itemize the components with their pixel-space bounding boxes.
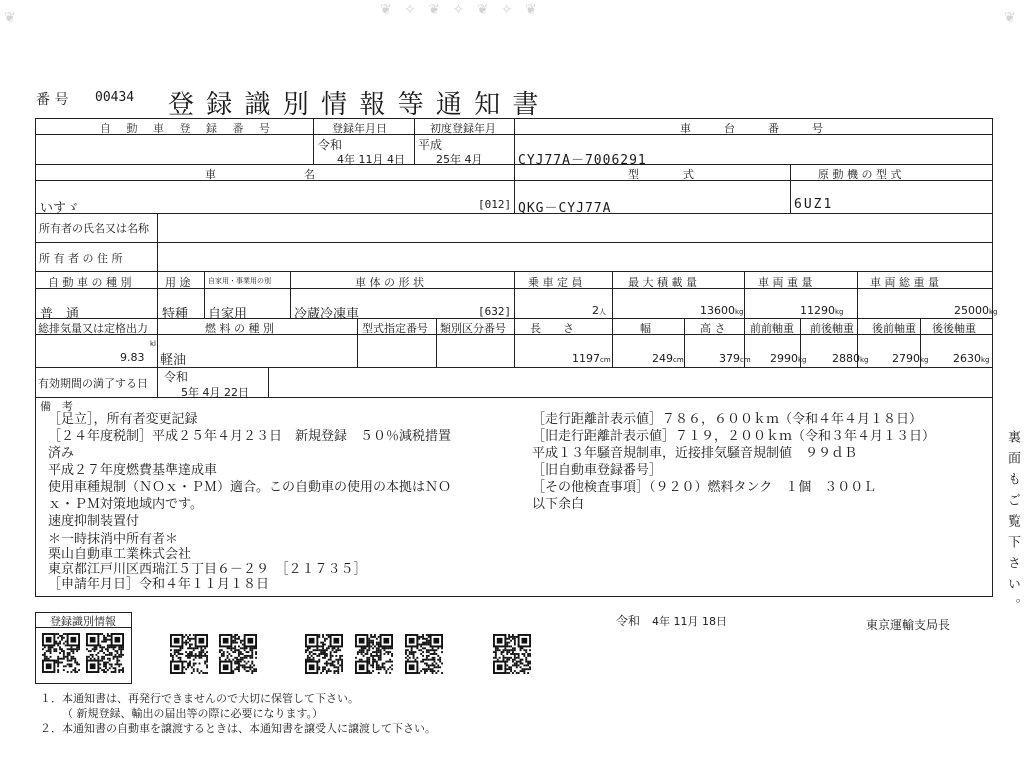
vehicle-name: いすゞ: [40, 201, 80, 216]
model-label: 型 式: [628, 168, 694, 181]
remarks-line: ［旧自動車登録番号］: [532, 463, 663, 478]
capacity-value: [592, 304, 606, 317]
kg-unit: kg: [981, 356, 990, 364]
rule: [35, 242, 993, 243]
rule: [414, 118, 415, 164]
rule: [35, 397, 993, 398]
body-shape: 冷蔵冷凍車: [294, 307, 360, 322]
max-load-value: [700, 304, 744, 317]
remarks-line: 使用車種規制（ＮＯｘ・ＰＭ）適合。この自動車の使用の本拠はＮＯ: [48, 480, 452, 495]
displacement-value: 9.83: [120, 351, 145, 364]
displacement-label: 総排気量又は定格出力: [38, 322, 148, 335]
qr-code: [305, 634, 343, 674]
kl-unit: kl: [150, 340, 156, 348]
kg-unit: kg: [835, 308, 844, 316]
height-label: 高 さ: [700, 322, 726, 335]
length-number: 1197: [572, 352, 600, 365]
rule: [268, 367, 269, 397]
vehicle-kind-label: 自 動 車 の 種 別: [48, 276, 132, 289]
rule: [204, 271, 205, 318]
cm-unit: cm: [600, 356, 611, 364]
gross-weight-number: 25000: [954, 304, 989, 317]
rule: [790, 164, 791, 213]
remarks-line: 平成１３年騒音規制車，近接排気騒音規制値 ９９ｄＢ: [532, 446, 858, 461]
remarks-line: 栗山自動車工業株式会社: [48, 547, 192, 562]
class-number-label: 類別区分番号: [440, 322, 506, 335]
front-rear-axle-label: 前後軸重: [810, 322, 854, 335]
expiry-era: 令和: [164, 370, 189, 384]
length-value: [572, 352, 611, 365]
issuer: 東京運輸支局長: [866, 618, 951, 632]
vehicle-weight-value: [800, 304, 844, 317]
front-rear-axle-value: [832, 352, 869, 365]
first-reg-era: 平成: [418, 138, 443, 152]
reg-date-label: 登録年月日: [332, 122, 387, 135]
type-designation-label: 型式指定番号: [362, 322, 428, 335]
rear-front-axle-label: 後前軸重: [872, 322, 916, 335]
vehicle-name-code: [012]: [478, 198, 512, 211]
max-load-number: 13600: [700, 304, 735, 317]
use-label: 用 途: [165, 276, 191, 289]
rule: [744, 271, 745, 318]
use-value: 特種: [162, 307, 189, 322]
front-front-axle-label: 前前軸重: [750, 322, 794, 335]
kg-unit: kg: [989, 308, 998, 316]
rule: [436, 318, 437, 367]
kg-unit: kg: [920, 356, 929, 364]
capacity-label: 乗 車 定 員: [528, 276, 583, 289]
issue-era: 令和: [616, 614, 641, 628]
remarks-line: ［２４年度税制］平成２５年４月２３日 新規登録 ５０％減税措置: [48, 429, 452, 444]
fuel-type-value: 軽油: [160, 353, 187, 368]
rear-front-axle-value: [892, 352, 929, 365]
owner-name-label: 所有者の氏名又は名称: [39, 222, 149, 235]
rule: [857, 271, 858, 318]
width-number: 249: [652, 352, 673, 365]
first-reg-label: 初度登録年月: [430, 122, 496, 135]
remarks-line: 済み: [48, 446, 75, 461]
note-1: １．本通知書は、再発行できませんので大切に保管して下さい。: [40, 692, 359, 705]
capacity-unit: 人: [599, 308, 606, 316]
vehicle-name-label: 車 名: [205, 168, 315, 181]
id-info-label: 登録識別情報: [50, 615, 116, 628]
remarks-line: ｘ・ＰＭ対策地域内です。: [48, 497, 203, 512]
cm-unit: cm: [673, 356, 684, 364]
owner-address-label: 所 有 者 の 住 所: [39, 252, 123, 265]
height-number: 379: [719, 352, 740, 365]
length-label: 長 さ: [530, 322, 574, 335]
remarks-left-owner: [48, 532, 367, 592]
cm-unit: cm: [740, 356, 751, 364]
qr-code: [355, 634, 393, 674]
rear-rear-axle-value: [953, 352, 990, 365]
body-shape-code: [632]: [478, 305, 512, 318]
qr-code: [405, 634, 443, 674]
note-2: ２．本通知書の自動車を譲渡するときは、本通知書を譲受人に譲渡して下さい。: [40, 722, 436, 735]
remarks-line: ［旧走行距離計表示値］７１９，２００ｋｍ（令和３年４月１３日）: [532, 429, 936, 444]
reg-number-label: 自 動 車 登 録 番 号: [100, 122, 276, 135]
document-title: 登 録 識 別 情 報 等 通 知 書: [168, 90, 541, 120]
expiry-date: 5年 4月 22日: [181, 386, 249, 399]
gross-weight-value: [954, 304, 998, 317]
vehicle-kind: 普 通: [40, 307, 80, 322]
remarks-line: 東京都江戸川区西瑞江５丁目６－２９ ［２１７３５］: [48, 562, 367, 577]
gross-weight-label: 車 両 総 重 量: [870, 276, 939, 289]
remarks-line: 速度抑制装置付: [48, 514, 140, 529]
engine-model-value: 6UZ1: [794, 197, 834, 212]
rule: [357, 318, 358, 367]
kg-unit: kg: [860, 356, 869, 364]
rule: [514, 118, 515, 213]
qr-code: [170, 634, 208, 674]
rule: [514, 318, 515, 367]
rule: [157, 271, 158, 318]
model-value: QKG－CYJ77A: [518, 201, 612, 216]
issue-date: 4年 11月 18日: [652, 615, 727, 628]
first-reg-date: 25年 4月: [436, 153, 483, 166]
remarks-line: ［走行距離計表示値］７８６，６００ｋｍ（令和４年４月１８日）: [532, 412, 923, 427]
note-1b: （ 新規登録、輸出の届出等の際に必要になります。）: [62, 707, 324, 720]
private-value: 自家用: [208, 307, 248, 322]
fuel-type-label: 燃 料 の 種 別: [205, 322, 274, 335]
rule: [35, 213, 993, 214]
vehicle-weight-label: 車 両 重 量: [758, 276, 813, 289]
number-value: 00434: [95, 90, 135, 105]
rule: [290, 271, 291, 318]
expiry-label: 有効期間の満了する日: [38, 377, 148, 390]
width-value: [652, 352, 684, 365]
rear-rear-axle-number: 2630: [953, 352, 981, 365]
kg-unit: kg: [735, 308, 744, 316]
number-label: 番 号: [36, 92, 69, 108]
height-value: [719, 352, 751, 365]
rear-front-axle-number: 2790: [892, 352, 920, 365]
remarks-label: 備 考: [40, 400, 73, 413]
vehicle-weight-number: 11290: [800, 304, 835, 317]
chassis-number: CYJ77A－7006291: [518, 153, 647, 168]
kg-unit: kg: [798, 356, 807, 364]
width-label: 幅: [640, 322, 651, 335]
remarks-line: ［足立］，所有者変更記録: [48, 412, 198, 427]
capacity-number: 2: [592, 304, 599, 317]
remarks-right: [532, 411, 935, 513]
remarks-left: [48, 411, 451, 530]
chassis-label: 車 台 番 号: [680, 122, 823, 135]
remarks-line: ［申請年月日］令和４年１１月１８日: [48, 577, 270, 592]
rule: [514, 271, 515, 318]
private-label: 自家用・事業用の別: [208, 277, 271, 285]
rule: [684, 318, 685, 367]
remarks-line: 平成２７年度燃費基準達成車: [48, 463, 218, 478]
front-rear-axle-number: 2880: [832, 352, 860, 365]
body-shape-label: 車 体 の 形 状: [355, 276, 424, 289]
front-front-axle-value: [770, 352, 807, 365]
max-load-label: 最 大 積 載 量: [628, 276, 697, 289]
qr-code: [42, 633, 80, 673]
remarks-line: 以下余白: [532, 497, 585, 512]
rule: [157, 318, 158, 397]
engine-model-label: 原 動 機 の 型 式: [818, 168, 902, 181]
reg-era: 令和: [318, 138, 343, 152]
top-ornament: ❦ ✧ ❦ ✧ ❦ ✧ ❦: [380, 2, 541, 18]
reg-date: 4年 11月 4日: [337, 153, 405, 166]
rule: [157, 213, 158, 271]
remarks-line: ＊一時抹消中所有者＊: [48, 532, 179, 547]
rule: [612, 271, 613, 318]
rear-rear-axle-label: 後後軸重: [932, 322, 976, 335]
right-ornament: ❦: [1004, 10, 1016, 26]
left-ornament: ❦: [4, 10, 16, 26]
front-front-axle-number: 2990: [770, 352, 798, 365]
qr-code: [219, 634, 257, 674]
rule: [313, 118, 314, 164]
side-note: 裏面もご覧下さい。: [1005, 430, 1020, 619]
remarks-line: ［その他検査事項］（９２０）燃料タンク １個 ３００Ｌ: [532, 480, 877, 495]
qr-code: [493, 634, 531, 674]
qr-code: [86, 633, 124, 673]
rule: [612, 318, 613, 367]
